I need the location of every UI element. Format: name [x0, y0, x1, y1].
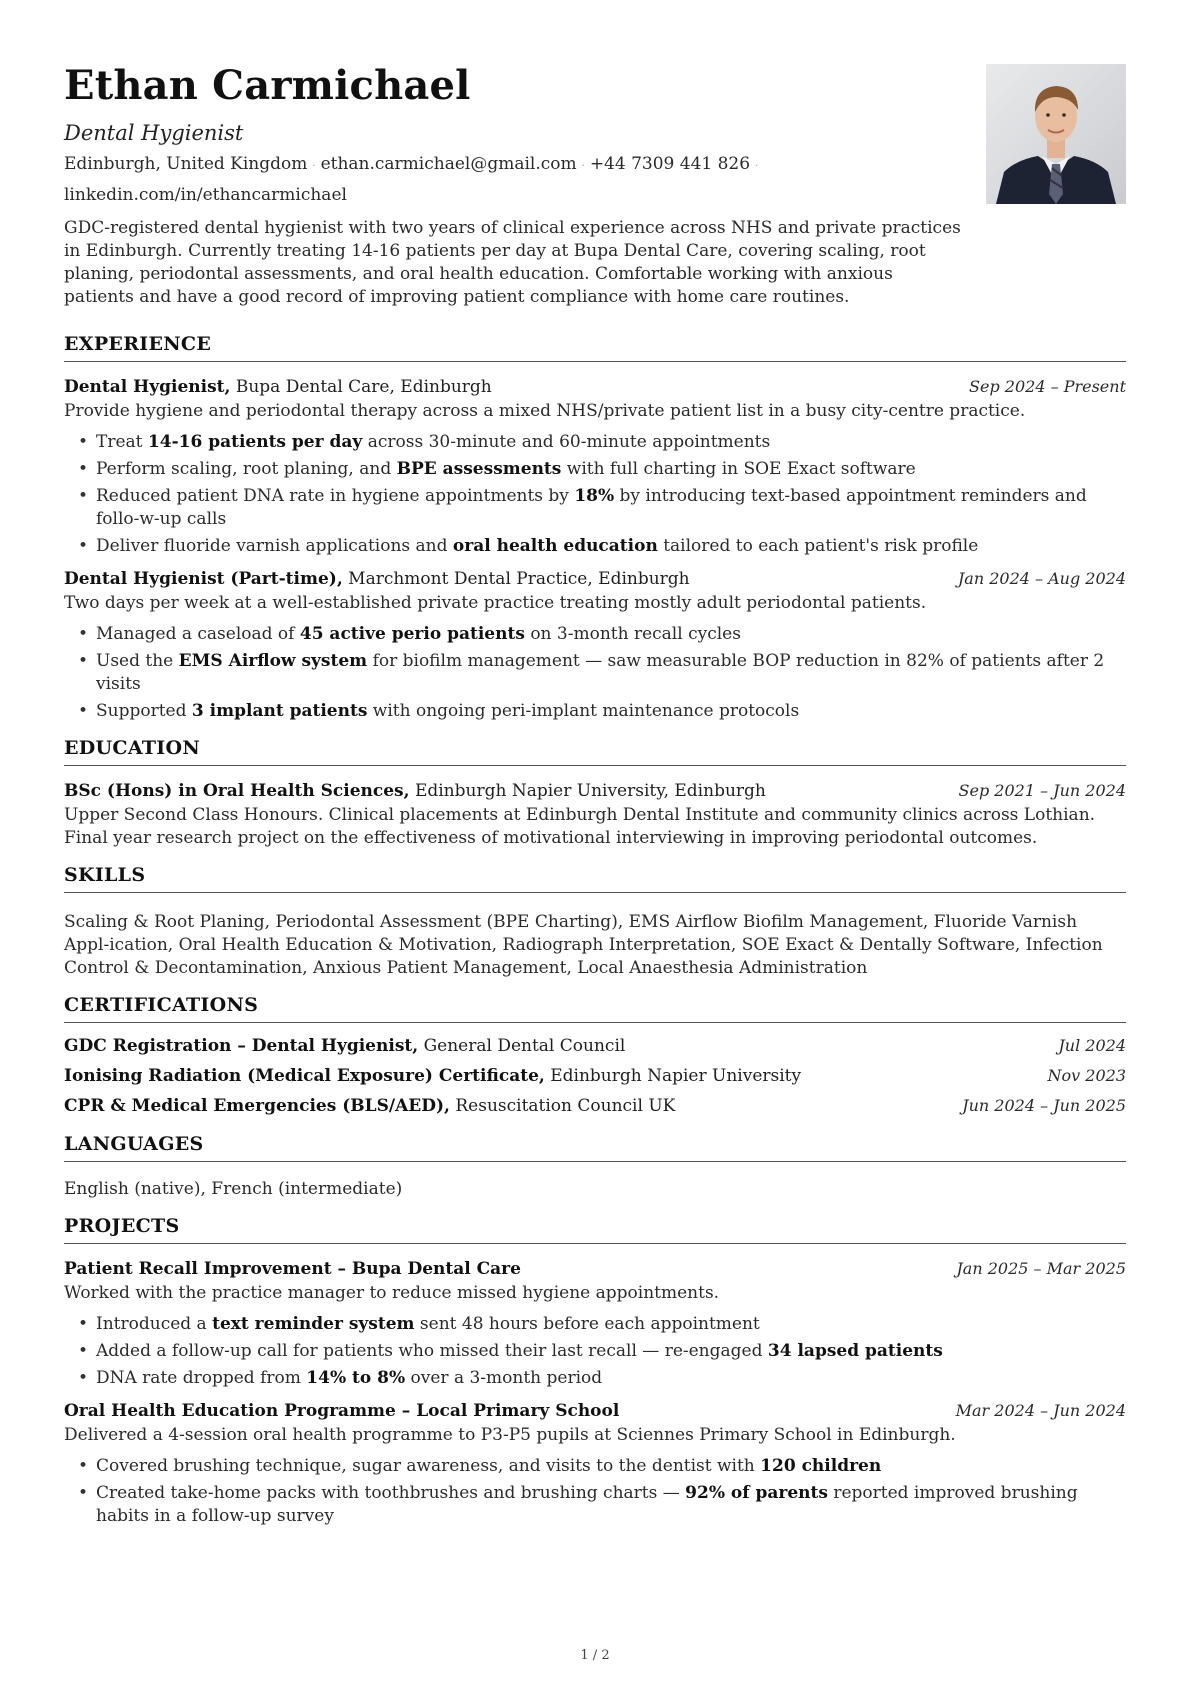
education-section: [64, 737, 1126, 850]
degree: BSc (Hons) in Oral Health Sciences,: [64, 781, 410, 801]
date-range: Jan 2025 – Mar 2025: [956, 1259, 1126, 1278]
email-link[interactable]: ethan.carmichael@gmail.com: [320, 154, 577, 174]
bullet-item: • Added a follow-up call for patients who missed their last recall — re-engaged 34 lapsed patients: [78, 1340, 1126, 1363]
bullet-item: • Supported 3 implant patients with ongoing peri-implant maintenance protocols: [78, 700, 1126, 723]
bullet-list: [64, 1313, 1126, 1390]
date-range: Sep 2021 – Jun 2024: [958, 781, 1126, 800]
phone: +44 7309 441 826: [589, 154, 751, 174]
section-title-experience: EXPERIENCE: [64, 333, 1126, 362]
education-entry: [64, 778, 1126, 850]
entry-description: Worked with the practice manager to reduce missed hygiene appointments.: [64, 1283, 720, 1303]
job-title: Dental Hygienist: [64, 121, 244, 145]
project-entry: [64, 1256, 1126, 1390]
certification-item: [64, 1031, 1126, 1061]
entry-description: Delivered a 4-session oral health programme to P3-P5 pupils at Sciennes Primary School in Edinburgh.: [64, 1425, 956, 1445]
date-range: Nov 2023: [1047, 1066, 1126, 1085]
bullet-item: • Introduced a text reminder system sent 48 hours before each appointment: [78, 1313, 1126, 1336]
project-title: Oral Health Education Programme – Local Primary School: [64, 1401, 620, 1421]
bullet-item: • DNA rate dropped from 14% to 8% over a 3-month period: [78, 1367, 1126, 1390]
experience-entry: [64, 566, 1126, 723]
languages-list: English (native), French (intermediate): [64, 1179, 403, 1199]
skills-list: Scaling & Root Planing, Periodontal Assessment (BPE Charting), EMS Airflow Biofilm Management, Fluoride Varnish Appl-ication, Oral Health Education & Motivation, Radiograph Interpretation, SOE Exact & Dentally Software, Infection Control & Decontamination, Anxious Patient Management, Local Anaesthesia Administration: [64, 912, 1103, 978]
project-entry: [64, 1398, 1126, 1528]
section-title-languages: LANGUAGES: [64, 1133, 1126, 1162]
section-title-education: EDUCATION: [64, 737, 1126, 766]
role-title: Dental Hygienist (Part-time),: [64, 569, 343, 589]
certification-item: [64, 1091, 1126, 1121]
bullet-list: [64, 431, 1126, 558]
date-range: Jun 2024 – Jun 2025: [962, 1096, 1126, 1115]
bullet-item: • Covered brushing technique, sugar awareness, and visits to the dentist with 120 children: [78, 1455, 1126, 1478]
profile-photo: [986, 64, 1126, 204]
date-range: Jul 2024: [1058, 1036, 1126, 1055]
bullet-item: • Created take-home packs with toothbrushes and brushing charts — 92% of parents reported improved brushing habits in a follow-up survey: [78, 1482, 1126, 1528]
organization: Marchmont Dental Practice, Edinburgh: [348, 569, 690, 589]
separator: ·: [581, 161, 585, 172]
projects-section: [64, 1215, 1126, 1528]
cert-issuer: Edinburgh Napier University: [550, 1066, 802, 1086]
cert-issuer: General Dental Council: [423, 1036, 626, 1056]
date-range: Jan 2024 – Aug 2024: [957, 569, 1126, 588]
bullet-item: • Used the EMS Airflow system for biofilm management — saw measurable BOP reduction in 82% of patients after 2 visits: [78, 650, 1126, 696]
date-range: Mar 2024 – Jun 2024: [955, 1401, 1126, 1420]
bullet-item: • Treat 14-16 patients per day across 30-minute and 60-minute appointments: [78, 431, 1126, 454]
separator: ·: [312, 161, 316, 172]
contact-info: [64, 150, 1126, 209]
linkedin-link[interactable]: linkedin.com/in/ethancarmichael: [64, 185, 347, 205]
experience-entry: [64, 374, 1126, 558]
bullet-item: • Perform scaling, root planing, and BPE assessments with full charting in SOE Exact software: [78, 458, 1126, 481]
bullet-item: • Deliver fluoride varnish applications and oral health education tailored to each patient's risk profile: [78, 535, 1126, 558]
summary: GDC-registered dental hygienist with two years of clinical experience across NHS and private practices in Edinburgh. Currently treating 14-16 patients per day at Bupa Dental Care, covering scaling, root planing, periodontal assessments, and oral health education. Comfortable working with anxious patients and have a good record of improving patient compliance with home care routines.: [64, 218, 961, 307]
bullet-item: • Managed a caseload of 45 active perio patients on 3-month recall cycles: [78, 623, 1126, 646]
experience-section: [64, 333, 1126, 723]
bullet-item: • Reduced patient DNA rate in hygiene appointments by 18% by introducing text-based appointment reminders and follo-w-up calls: [78, 485, 1126, 531]
languages-section: [64, 1133, 1126, 1201]
cert-name: GDC Registration – Dental Hygienist,: [64, 1036, 419, 1056]
resume-page: [64, 62, 1126, 1536]
certification-item: [64, 1061, 1126, 1091]
skills-section: [64, 864, 1126, 980]
bullet-list: [64, 1455, 1126, 1528]
bullet-list: [64, 623, 1126, 723]
section-title-certifications: CERTIFICATIONS: [64, 994, 1126, 1023]
location: Edinburgh, United Kingdom: [64, 154, 308, 174]
certifications-section: [64, 994, 1126, 1121]
separator: ·: [755, 161, 759, 172]
school: Edinburgh Napier University, Edinburgh: [414, 781, 766, 801]
header: [64, 62, 1126, 309]
organization: Bupa Dental Care, Edinburgh: [235, 377, 492, 397]
cert-name: Ionising Radiation (Medical Exposure) Certificate,: [64, 1066, 545, 1086]
entry-description: Two days per week at a well-established private practice treating mostly adult periodontal patients.: [64, 593, 927, 613]
profile-photo-image: [986, 64, 1126, 204]
page-number: 1 / 2: [580, 1648, 610, 1663]
date-range: Sep 2024 – Present: [969, 377, 1126, 396]
project-title: Patient Recall Improvement – Bupa Dental Care: [64, 1259, 521, 1279]
cert-issuer: Resuscitation Council UK: [455, 1096, 676, 1116]
cert-name: CPR & Medical Emergencies (BLS/AED),: [64, 1096, 450, 1116]
entry-description: Upper Second Class Honours. Clinical placements at Edinburgh Dental Institute and community clinics across Lothian. Final year research project on the effectiveness of motivational interviewing in improving periodontal outcomes.: [64, 805, 1096, 848]
candidate-name: Ethan Carmichael: [64, 62, 471, 109]
section-title-projects: PROJECTS: [64, 1215, 1126, 1244]
entry-description: Provide hygiene and periodontal therapy across a mixed NHS/private patient list in a busy city-centre practice.: [64, 401, 1026, 421]
role-title: Dental Hygienist,: [64, 377, 231, 397]
section-title-skills: SKILLS: [64, 864, 1126, 893]
